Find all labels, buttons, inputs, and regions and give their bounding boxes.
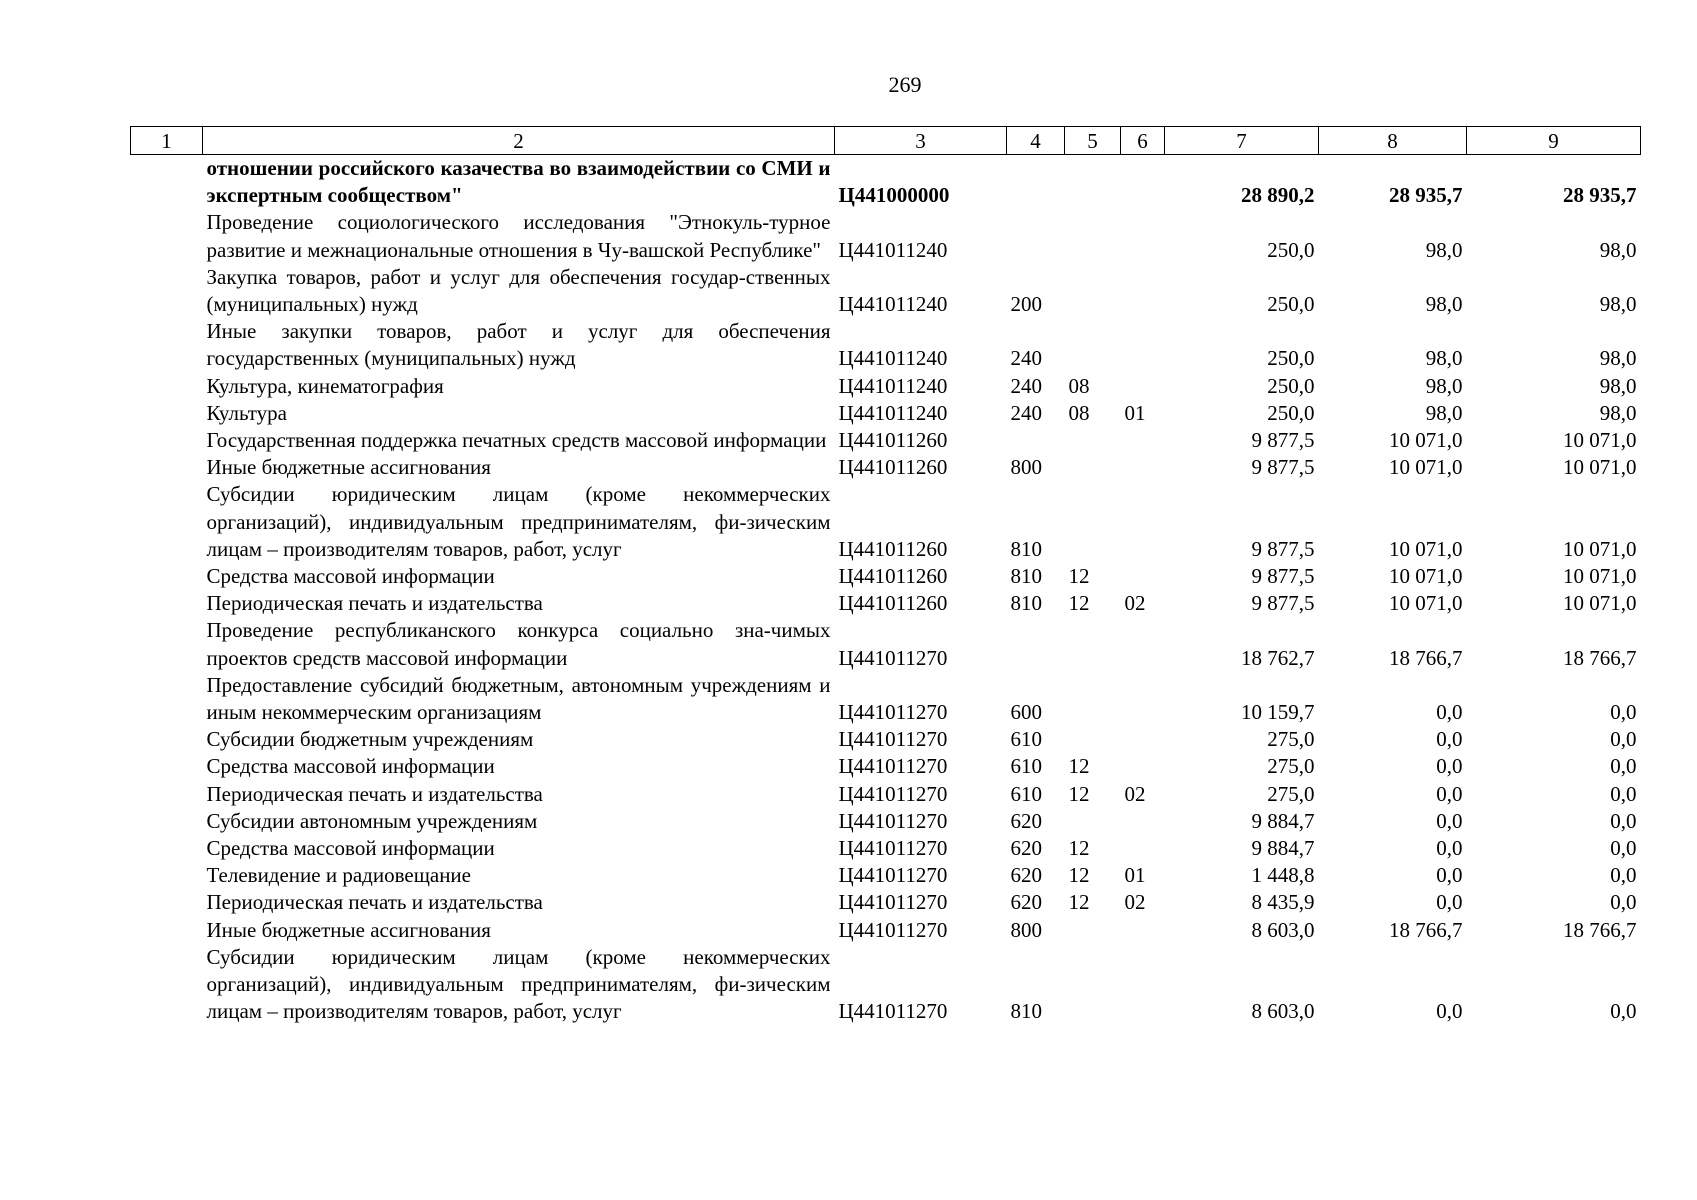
cell-amount-col9: 18 766,7 (1563, 645, 1637, 670)
table-row (131, 373, 1641, 400)
cell-amount-col9: 10 071,0 (1563, 428, 1637, 453)
header-col-7: 7 (1165, 127, 1319, 155)
cell-amount-col7: 9 877,5 (1251, 591, 1315, 616)
cell-index (131, 427, 203, 454)
cell-expense-group: 240 (1010, 346, 1042, 371)
header-col-4: 4 (1007, 127, 1065, 155)
cell-amount-col7: 18 762,7 (1241, 645, 1315, 670)
cell-name: Проведение социологического исследования "Этнокуль-турное развитие и межнациональные отношения в Чу-вашской Республике" (206, 210, 831, 262)
cell-amount-col7: 28 890,2 (1241, 183, 1315, 208)
cell-index (131, 808, 203, 835)
table-row (131, 318, 1641, 372)
cell-amount-col7: 250,0 (1267, 346, 1315, 371)
cell-amount-col8: 0,0 (1436, 890, 1463, 915)
cell-amount-col7: 9 877,5 (1251, 428, 1315, 453)
cell-expense-group (1007, 209, 1065, 263)
cell-amount-col8: 0,0 (1436, 727, 1463, 752)
cell-index (131, 563, 203, 590)
table-body (131, 155, 1641, 1026)
cell-name: Иные бюджетные ассигнования (206, 455, 491, 480)
cell-amount-col8: 10 071,0 (1389, 536, 1463, 561)
cell-amount-col8: 98,0 (1425, 292, 1463, 317)
table-row (131, 889, 1641, 916)
cell-target-code: Ц441011270 (838, 890, 948, 915)
cell-subsection (1121, 454, 1165, 481)
cell-section (1065, 209, 1121, 263)
cell-expense-group: 800 (1010, 917, 1042, 942)
cell-amount-col8: 10 071,0 (1389, 428, 1463, 453)
header-row (131, 127, 1641, 155)
cell-amount-col7: 8 435,9 (1251, 890, 1315, 915)
cell-amount-col8: 98,0 (1425, 373, 1463, 398)
cell-expense-group: 240 (1010, 373, 1042, 398)
cell-name: Субсидии бюджетным учреждениям (206, 727, 534, 752)
cell-amount-col7: 275,0 (1267, 781, 1315, 806)
cell-target-code: Ц441011270 (838, 781, 948, 806)
cell-name: Иные бюджетные ассигнования (206, 917, 491, 942)
cell-subsection (1121, 563, 1165, 590)
cell-index (131, 835, 203, 862)
cell-amount-col9: 0,0 (1610, 700, 1637, 725)
cell-target-code: Ц441011270 (838, 999, 948, 1024)
cell-amount-col7: 250,0 (1267, 373, 1315, 398)
cell-expense-group: 620 (1010, 808, 1042, 833)
cell-subsection (1121, 672, 1165, 726)
table-row (131, 617, 1641, 671)
table-row (131, 155, 1641, 210)
cell-amount-col9: 98,0 (1599, 400, 1637, 425)
cell-section (1065, 318, 1121, 372)
table-row (131, 264, 1641, 318)
cell-index (131, 318, 203, 372)
cell-target-code: Ц441000000 (838, 183, 950, 208)
cell-index (131, 454, 203, 481)
table-row (131, 835, 1641, 862)
cell-amount-col9: 98,0 (1599, 373, 1637, 398)
budget-table (130, 126, 1641, 1026)
table-row (131, 454, 1641, 481)
cell-index (131, 781, 203, 808)
table-row (131, 209, 1641, 263)
cell-amount-col8: 0,0 (1436, 700, 1463, 725)
cell-target-code: Ц441011240 (838, 292, 948, 317)
cell-index (131, 155, 203, 210)
cell-name: Периодическая печать и издательства (206, 890, 543, 915)
cell-index (131, 617, 203, 671)
cell-index (131, 753, 203, 780)
table-row (131, 563, 1641, 590)
cell-amount-col8: 98,0 (1425, 346, 1463, 371)
header-col-6: 6 (1121, 127, 1165, 155)
cell-target-code: Ц441011270 (838, 808, 948, 833)
cell-amount-col7: 275,0 (1267, 727, 1315, 752)
cell-amount-col7: 10 159,7 (1241, 700, 1315, 725)
cell-expense-group: 810 (1010, 536, 1042, 561)
cell-index (131, 209, 203, 263)
cell-subsection (1121, 808, 1165, 835)
cell-section: 12 (1068, 863, 1090, 888)
cell-target-code: Ц441011240 (838, 346, 948, 371)
cell-name: отношении российского казачества во взаимодействии со СМИ и экспертным сообществом" (206, 156, 831, 208)
cell-target-code: Ц441011260 (838, 428, 948, 453)
cell-amount-col7: 9 884,7 (1251, 808, 1315, 833)
header-col-9: 9 (1467, 127, 1641, 155)
table-row (131, 481, 1641, 563)
page-number: 269 (888, 72, 922, 97)
cell-amount-col9: 98,0 (1599, 237, 1637, 262)
cell-amount-col9: 98,0 (1599, 346, 1637, 371)
cell-amount-col7: 9 877,5 (1251, 455, 1315, 480)
cell-amount-col9: 0,0 (1610, 754, 1637, 779)
table-row (131, 917, 1641, 944)
cell-section (1065, 454, 1121, 481)
cell-subsection (1121, 917, 1165, 944)
cell-target-code: Ц441011260 (838, 564, 948, 589)
cell-subsection (1121, 318, 1165, 372)
cell-section (1065, 726, 1121, 753)
cell-section: 08 (1068, 400, 1090, 425)
cell-amount-col8: 0,0 (1436, 863, 1463, 888)
cell-amount-col7: 250,0 (1267, 237, 1315, 262)
cell-subsection (1121, 264, 1165, 318)
cell-amount-col9: 0,0 (1610, 890, 1637, 915)
cell-subsection: 02 (1124, 781, 1146, 806)
cell-section (1065, 944, 1121, 1026)
cell-expense-group: 620 (1010, 863, 1042, 888)
cell-index (131, 672, 203, 726)
table-row (131, 862, 1641, 889)
cell-amount-col9: 0,0 (1610, 781, 1637, 806)
cell-amount-col7: 9 877,5 (1251, 564, 1315, 589)
cell-index (131, 889, 203, 916)
cell-name: Культура, кинематография (206, 373, 444, 398)
cell-expense-group: 610 (1010, 781, 1042, 806)
cell-amount-col8: 98,0 (1425, 400, 1463, 425)
cell-target-code: Ц441011270 (838, 700, 948, 725)
cell-index (131, 481, 203, 563)
cell-index (131, 944, 203, 1026)
cell-amount-col8: 0,0 (1436, 754, 1463, 779)
cell-amount-col9: 0,0 (1610, 999, 1637, 1024)
cell-expense-group: 600 (1010, 700, 1042, 725)
cell-amount-col7: 275,0 (1267, 754, 1315, 779)
cell-target-code: Ц441011270 (838, 645, 948, 670)
header-col-2: 2 (203, 127, 835, 155)
cell-section (1065, 808, 1121, 835)
cell-name: Телевидение и радиовещание (206, 863, 471, 888)
cell-expense-group: 610 (1010, 754, 1042, 779)
cell-name: Предоставление субсидий бюджетным, автономным учреждениям и иным некоммерческим организациям (206, 672, 831, 725)
cell-amount-col7: 9 884,7 (1251, 836, 1315, 861)
cell-target-code: Ц441011270 (838, 754, 948, 779)
cell-section: 12 (1068, 591, 1090, 616)
cell-amount-col8: 0,0 (1436, 836, 1463, 861)
cell-name: Культура (206, 400, 287, 425)
cell-expense-group: 240 (1010, 400, 1042, 425)
table-row (131, 808, 1641, 835)
cell-section (1065, 917, 1121, 944)
cell-name: Средства массовой информации (206, 564, 495, 589)
cell-name: Закупка товаров, работ и услуг для обеспечения государ-ственных (муниципальных) нужд (206, 264, 831, 317)
cell-section (1065, 427, 1121, 454)
cell-subsection (1121, 209, 1165, 263)
cell-amount-col8: 10 071,0 (1389, 591, 1463, 616)
cell-section: 08 (1068, 373, 1090, 398)
table-row (131, 944, 1641, 1026)
cell-expense-group: 620 (1010, 836, 1042, 861)
cell-name: Средства массовой информации (206, 754, 495, 779)
cell-expense-group: 620 (1010, 890, 1042, 915)
cell-index (131, 373, 203, 400)
cell-index (131, 400, 203, 427)
cell-name: Субсидии юридическим лицам (кроме некоммерческих организаций), индивидуальным предпринимателям, фи-зическим лицам – производителям товаров, работ, услуг (206, 944, 831, 1024)
cell-target-code: Ц441011270 (838, 863, 948, 888)
cell-section: 12 (1068, 836, 1090, 861)
cell-index (131, 264, 203, 318)
cell-subsection (1121, 753, 1165, 780)
cell-section (1065, 155, 1121, 210)
cell-subsection (1121, 726, 1165, 753)
cell-amount-col9: 18 766,7 (1563, 917, 1637, 942)
cell-name: Проведение республиканского конкурса социально зна-чимых проектов средств массовой информации (206, 618, 831, 670)
table-row (131, 753, 1641, 780)
cell-name: Периодическая печать и издательства (206, 591, 543, 616)
cell-amount-col7: 250,0 (1267, 400, 1315, 425)
table-row (131, 726, 1641, 753)
cell-subsection (1121, 427, 1165, 454)
cell-section: 12 (1068, 754, 1090, 779)
cell-target-code: Ц441011260 (838, 455, 948, 480)
cell-amount-col7: 9 877,5 (1251, 536, 1315, 561)
cell-index (131, 862, 203, 889)
header-col-1: 1 (131, 127, 203, 155)
cell-expense-group (1007, 617, 1065, 671)
cell-subsection (1121, 155, 1165, 210)
cell-subsection (1121, 835, 1165, 862)
cell-subsection: 02 (1124, 890, 1146, 915)
cell-subsection (1121, 481, 1165, 563)
cell-section (1065, 617, 1121, 671)
cell-name: Периодическая печать и издательства (206, 781, 543, 806)
cell-amount-col7: 1 448,8 (1251, 863, 1315, 888)
cell-section (1065, 481, 1121, 563)
table-row (131, 427, 1641, 454)
cell-amount-col8: 28 935,7 (1389, 183, 1463, 208)
cell-section: 12 (1068, 890, 1090, 915)
cell-subsection: 02 (1124, 591, 1146, 616)
cell-amount-col8: 0,0 (1436, 808, 1463, 833)
cell-section: 12 (1068, 564, 1090, 589)
cell-amount-col9: 0,0 (1610, 727, 1637, 752)
cell-index (131, 590, 203, 617)
cell-expense-group: 610 (1010, 727, 1042, 752)
header-col-3: 3 (835, 127, 1007, 155)
cell-name: Средства массовой информации (206, 836, 495, 861)
table-row (131, 672, 1641, 726)
cell-subsection (1121, 373, 1165, 400)
cell-target-code: Ц441011260 (838, 536, 948, 561)
cell-amount-col8: 0,0 (1436, 781, 1463, 806)
cell-subsection (1121, 944, 1165, 1026)
cell-target-code: Ц441011270 (838, 917, 948, 942)
cell-target-code: Ц441011260 (838, 591, 948, 616)
cell-amount-col8: 10 071,0 (1389, 564, 1463, 589)
cell-amount-col9: 0,0 (1610, 863, 1637, 888)
cell-amount-col9: 10 071,0 (1563, 536, 1637, 561)
cell-amount-col9: 10 071,0 (1563, 455, 1637, 480)
cell-amount-col7: 250,0 (1267, 292, 1315, 317)
cell-amount-col8: 10 071,0 (1389, 455, 1463, 480)
header-col-5: 5 (1065, 127, 1121, 155)
cell-index (131, 917, 203, 944)
cell-section: 12 (1068, 781, 1090, 806)
table-row (131, 781, 1641, 808)
cell-subsection: 01 (1124, 863, 1146, 888)
cell-amount-col9: 10 071,0 (1563, 564, 1637, 589)
cell-subsection (1121, 617, 1165, 671)
cell-target-code: Ц441011240 (838, 373, 948, 398)
cell-amount-col8: 18 766,7 (1389, 917, 1463, 942)
table-row (131, 590, 1641, 617)
cell-section (1065, 672, 1121, 726)
cell-target-code: Ц441011270 (838, 727, 948, 752)
cell-expense-group: 800 (1010, 455, 1042, 480)
cell-amount-col8: 98,0 (1425, 237, 1463, 262)
cell-target-code: Ц441011270 (838, 836, 948, 861)
cell-amount-col8: 0,0 (1436, 999, 1463, 1024)
cell-name: Иные закупки товаров, работ и услуг для обеспечения государственных (муниципальных) нужд (206, 319, 831, 371)
cell-index (131, 726, 203, 753)
cell-amount-col7: 8 603,0 (1251, 999, 1315, 1024)
cell-section (1065, 264, 1121, 318)
cell-amount-col9: 28 935,7 (1563, 183, 1637, 208)
cell-amount-col9: 0,0 (1610, 808, 1637, 833)
cell-expense-group: 200 (1010, 292, 1042, 317)
cell-expense-group: 810 (1010, 999, 1042, 1024)
cell-name: Субсидии автономным учреждениям (206, 808, 538, 833)
cell-amount-col9: 98,0 (1599, 292, 1637, 317)
cell-amount-col9: 10 071,0 (1563, 591, 1637, 616)
cell-expense-group: 810 (1010, 564, 1042, 589)
cell-name: Государственная поддержка печатных средств массовой информации (206, 428, 827, 453)
table-row (131, 400, 1641, 427)
cell-amount-col8: 18 766,7 (1389, 645, 1463, 670)
cell-expense-group: 810 (1010, 591, 1042, 616)
cell-expense-group (1007, 155, 1065, 210)
cell-name: Субсидии юридическим лицам (кроме некоммерческих организаций), индивидуальным предпринимателям, фи-зическим лицам – производителям товаров, работ, услуг (206, 482, 831, 561)
cell-amount-col9: 0,0 (1610, 836, 1637, 861)
cell-target-code: Ц441011240 (838, 237, 948, 262)
cell-subsection: 01 (1124, 400, 1146, 425)
header-col-8: 8 (1319, 127, 1467, 155)
cell-target-code: Ц441011240 (838, 400, 948, 425)
cell-expense-group (1007, 427, 1065, 454)
cell-amount-col7: 8 603,0 (1251, 917, 1315, 942)
